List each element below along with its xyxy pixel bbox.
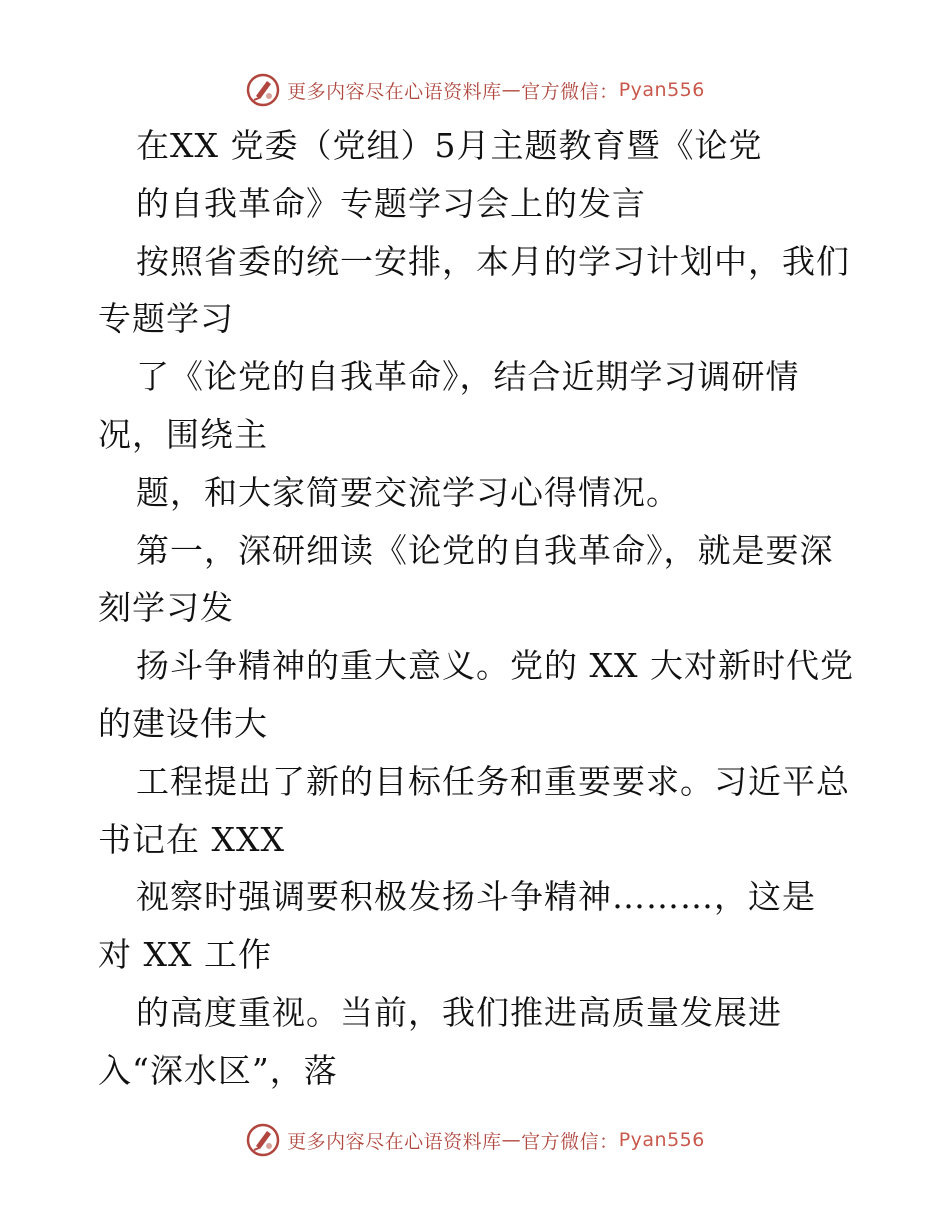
text-line: 题，和大家简要交流学习心得情况。 bbox=[136, 472, 680, 512]
text-line: 扬斗争精神的重大意义。党的 XX 大对新时代党 bbox=[136, 646, 854, 686]
text-line: 入“深水区”，落 bbox=[98, 1050, 338, 1090]
document-body bbox=[98, 117, 858, 1100]
banner-wechat-label: 官方微信： bbox=[521, 1130, 619, 1153]
text-line: 在XX 党委（党组）5月主题教育暨《论党 bbox=[136, 126, 763, 165]
brand-logo-icon bbox=[245, 1122, 281, 1158]
banner-wechat-id: Pyan556 bbox=[618, 79, 705, 101]
text-line: 工程提出了新的目标任务和重要要求。习近平总 bbox=[136, 761, 850, 801]
text-line: 书记在 XXX bbox=[98, 819, 285, 859]
text-line: 视察时强调要积极发扬斗争精神………，这是 bbox=[136, 877, 816, 917]
banner-main-text: 更多内容尽在心语资料库 bbox=[287, 80, 502, 103]
text-line: 第一，深研细读《论党的自我革命》，就是要深 bbox=[136, 530, 834, 570]
banner-separator: — bbox=[501, 1129, 522, 1151]
header-banner bbox=[0, 70, 950, 110]
text-line: 的自我革命》专题学习会上的发言 bbox=[136, 183, 646, 223]
banner-wechat-id: Pyan556 bbox=[618, 1129, 705, 1151]
text-line: 的建设伟大 bbox=[98, 703, 268, 743]
text-line: 况，围绕主 bbox=[98, 414, 268, 454]
brand-logo-icon bbox=[245, 72, 281, 108]
text-line: 刻学习发 bbox=[98, 588, 234, 628]
banner-wechat-label: 官方微信： bbox=[521, 80, 619, 103]
footer-banner bbox=[0, 1120, 950, 1160]
text-line: 按照省委的统一安排，本月的学习计划中，我们 bbox=[136, 241, 850, 281]
text-line: 了《论党的自我革命》，结合近期学习调研情 bbox=[136, 357, 800, 397]
text-line: 的高度重视。当前，我们推进高质量发展进 bbox=[136, 992, 782, 1032]
text-line: 专题学习 bbox=[98, 299, 234, 339]
banner-main-text: 更多内容尽在心语资料库 bbox=[287, 1130, 502, 1153]
text-line: 对 XX 工作 bbox=[98, 935, 272, 975]
banner-separator: — bbox=[501, 79, 522, 101]
